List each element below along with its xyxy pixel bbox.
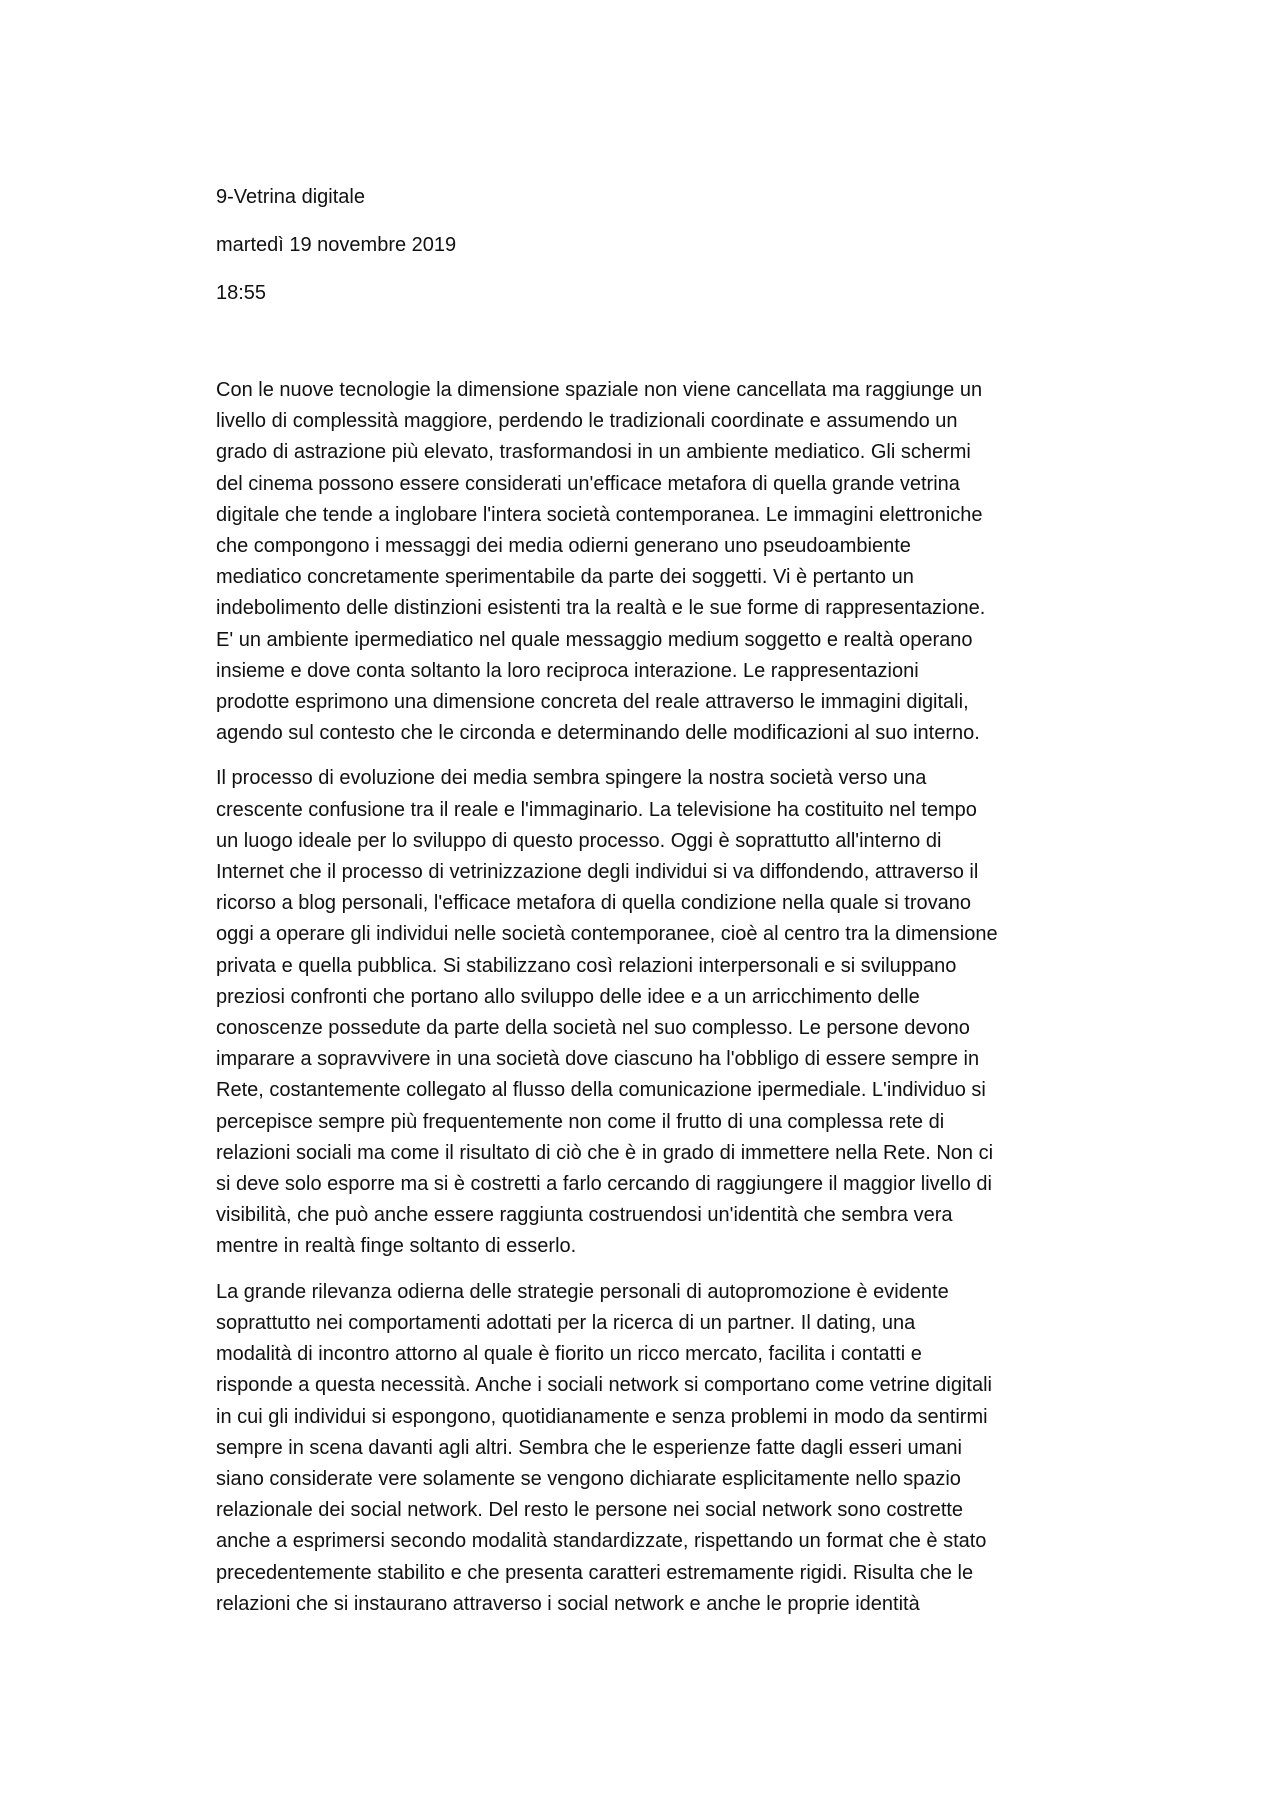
text-line: oggi a operare gli individui nelle società contemporanee, cioè al centro tra la dimensione [216, 923, 998, 946]
text-line: relazioni sociali ma come il risultato di ciò che è in grado di immettere nella Rete. Non ci [216, 1141, 994, 1164]
paragraph [216, 375, 1076, 749]
text-line: si deve solo esporre ma si è costretti a farlo cercando di raggiungere il maggior livello di [216, 1173, 992, 1196]
text-line: del cinema possono essere considerati un'efficace metafora di quella grande vetrina [216, 472, 960, 495]
text-line: La grande rilevanza odierna delle strategie personali di autopromozione è evidente [216, 1280, 949, 1303]
text-line: crescente confusione tra il reale e l'immaginario. La televisione ha costituito nel tempo [216, 798, 977, 821]
document-page [216, 183, 1076, 1634]
text-line: mediatico concretamente sperimentabile da parte dei soggetti. Vi è pertanto un [216, 566, 914, 589]
note-date: martedì 19 novembre 2019 [216, 234, 457, 256]
text-line: percepisce sempre più frequentemente non come il frutto di una complessa rete di [216, 1110, 945, 1133]
text-line: soprattutto nei comportamenti adottati per la ricerca di un partner. Il dating, una [216, 1311, 916, 1334]
note-body [216, 375, 1076, 1620]
text-line: Internet che il processo di vetrinizzazione degli individui si va diffondendo, attraverso il [216, 861, 979, 884]
text-line: relazioni che si instaurano attraverso i social network e anche le proprie identità [216, 1592, 920, 1615]
text-line: imparare a sopravvivere in una società dove ciascuno ha l'obbligo di essere sempre in [216, 1048, 980, 1071]
text-line: visibilità, che può anche essere raggiunta costruendosi un'identità che sembra vera [216, 1204, 953, 1227]
text-line: precedentemente stabilito e che presenta caratteri estremamente rigidi. Risulta che le [216, 1561, 974, 1584]
text-line: insieme e dove conta soltanto la loro reciproca interazione. Le rappresentazioni [216, 659, 919, 682]
text-line: siano considerate vere solamente se vengono dichiarate esplicitamente nello spazio [216, 1467, 961, 1490]
text-line: agendo sul contesto che le circonda e determinando delle modificazioni al suo interno. [216, 722, 980, 745]
text-line: che compongono i messaggi dei media odierni generano uno pseudoambiente [216, 535, 911, 558]
note-title: 9-Vetrina digitale [216, 186, 365, 208]
text-line: livello di complessità maggiore, perdendo le tradizionali coordinate e assumendo un [216, 410, 958, 433]
text-line: modalità di incontro attorno al quale è fiorito un ricco mercato, facilita i contatti e [216, 1343, 922, 1366]
text-line: conoscenze possedute da parte della società nel suo complesso. Le persone devono [216, 1017, 970, 1040]
text-line: grado di astrazione più elevato, trasformandosi in un ambiente mediatico. Gli schermi [216, 441, 971, 464]
text-line: Rete, costantemente collegato al flusso della comunicazione ipermediale. L'individuo si [216, 1079, 986, 1102]
text-line: anche a esprimersi secondo modalità standardizzate, rispettando un format che è stato [216, 1530, 987, 1553]
text-line: Con le nuove tecnologie la dimensione spaziale non viene cancellata ma raggiunge un [216, 379, 983, 401]
text-line: in cui gli individui si espongono, quotidianamente e senza problemi in modo da sentirmi [216, 1405, 988, 1428]
text-line: indebolimento delle distinzioni esistenti tra la realtà e le sue forme di rappresentazione. [216, 597, 986, 620]
note-time: 18:55 [216, 282, 267, 304]
text-line: prodotte esprimono una dimensione concreta del reale attraverso le immagini digitali, [216, 691, 969, 714]
text-line: risponde a questa necessità. Anche i sociali network si comportano come vetrine digitali [216, 1374, 992, 1397]
text-line: un luogo ideale per lo sviluppo di questo processo. Oggi è soprattutto all'interno di [216, 829, 942, 852]
text-line: relazionale dei social network. Del resto le persone nei social network sono costrette [216, 1499, 964, 1522]
text-line: sempre in scena davanti agli altri. Sembra che le esperienze fatte dagli esseri umani [216, 1436, 962, 1459]
paragraph [216, 763, 1076, 1262]
text-line: Il processo di evoluzione dei media sembra spingere la nostra società verso una [216, 767, 927, 790]
text-line: E' un ambiente ipermediatico nel quale messaggio medium soggetto e realtà operano [216, 628, 973, 651]
paragraph [216, 1277, 1076, 1620]
text-line: preziosi confronti che portano allo sviluppo delle idee e a un arricchimento delle [216, 985, 920, 1008]
text-line: mentre in realtà finge soltanto di esserlo. [216, 1235, 577, 1258]
spacer [216, 327, 1076, 375]
text-line: ricorso a blog personali, l'efficace metafora di quella condizione nella quale si trovano [216, 892, 972, 915]
text-line: privata e quella pubblica. Si stabilizzano così relazioni interpersonali e si sviluppano [216, 954, 957, 977]
text-line: digitale che tende a inglobare l'intera società contemporanea. Le immagini elettroniche [216, 503, 983, 526]
